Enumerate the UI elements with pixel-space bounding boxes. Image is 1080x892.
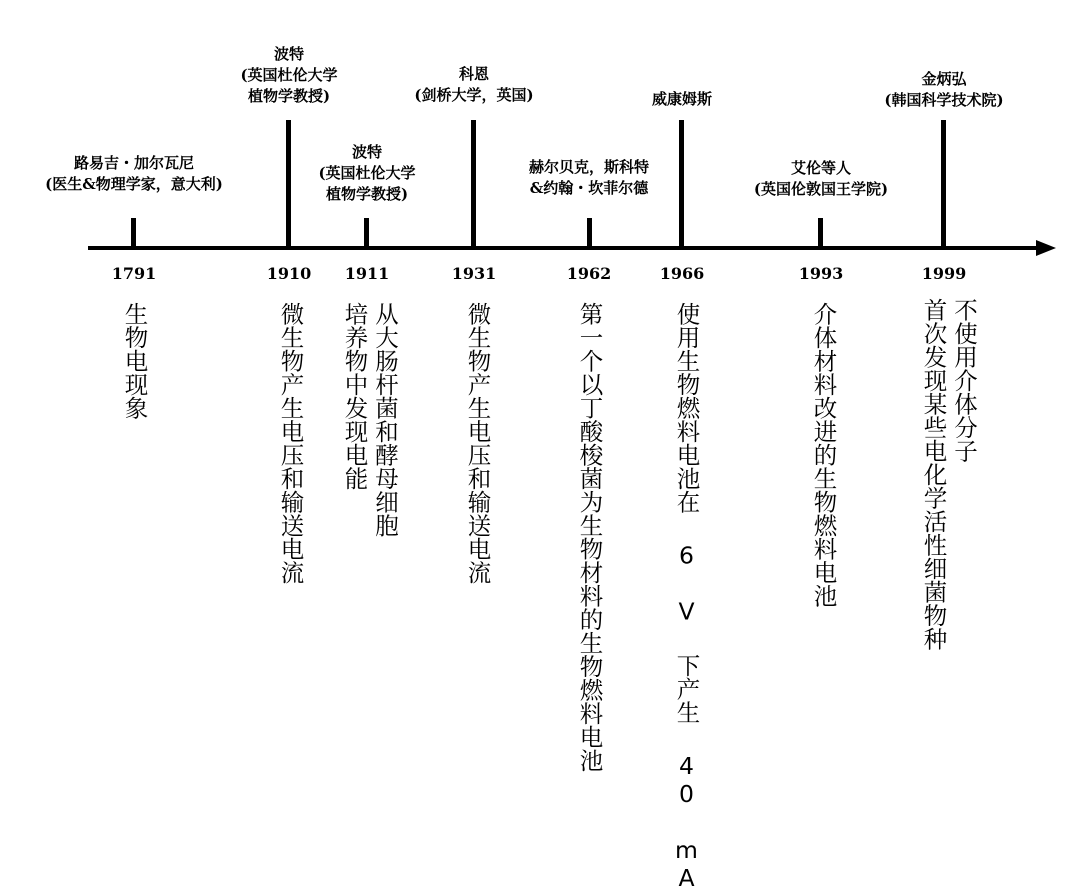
year-label-1791: 1791 (111, 264, 157, 283)
person-label-1993 (754, 158, 888, 200)
event-text-1999 (918, 298, 979, 651)
person-affiliation: (医生&物理学家，意大利) (45, 175, 223, 193)
person-name: 波特 (351, 143, 383, 161)
tick-1910 (286, 120, 291, 248)
event-text-1911 (339, 302, 400, 537)
person-affiliation: (英国杜伦大学 (318, 164, 416, 182)
person-label-1966 (652, 89, 712, 110)
person-name: 波特 (273, 45, 305, 63)
person-affiliation: 植物学教授) (325, 185, 409, 203)
person-label-1791 (45, 153, 223, 195)
person-name: 科恩 (458, 65, 490, 83)
person-label-1910 (240, 44, 337, 107)
year-label-1962: 1962 (566, 264, 612, 283)
event-text-1931: 微生物产生电压和输送电流 (463, 302, 492, 584)
tick-1966 (679, 120, 684, 248)
person-affiliation: (英国杜伦大学 (240, 66, 338, 84)
person-name: 赫尔贝克，斯科特 (528, 158, 650, 176)
event-text-column-2: 培养物中发现电能 (340, 302, 369, 490)
event-text-column-1: 不使用介体分子 (950, 298, 978, 463)
year-label-1966: 1966 (659, 264, 705, 283)
year-label-1993: 1993 (798, 264, 844, 283)
tick-1911 (364, 218, 369, 248)
person-label-1911 (318, 142, 415, 205)
tick-1791 (131, 218, 136, 248)
tick-1931 (471, 120, 476, 248)
person-affiliation: 植物学教授) (247, 87, 331, 105)
event-text-1910: 微生物产生电压和输送电流 (276, 302, 305, 584)
event-text-1966: 使用生物燃料电池在 6 V 下产生 40 mA (672, 302, 701, 892)
year-label-1931: 1931 (451, 264, 497, 283)
person-label-1962 (529, 157, 649, 199)
event-text-part: 物电现象 (120, 325, 149, 420)
year-label-1911: 1911 (344, 264, 390, 283)
person-affiliation: (英国伦敦国王学院) (753, 180, 889, 198)
person-name: 金炳弘 (921, 70, 967, 88)
person-name: 艾伦等人 (790, 159, 852, 177)
person-affiliation: (剑桥大学，英国) (414, 86, 534, 104)
person-name: 威康姆斯 (651, 90, 713, 108)
event-text-part: 生 (120, 302, 149, 326)
event-text-column-1: 从大肠杆菌和酵母细胞 (371, 302, 399, 537)
timeline-arrowhead (1036, 240, 1056, 256)
year-label-1910: 1910 (266, 264, 312, 283)
person-name: &约翰・坎菲尔德 (529, 179, 649, 197)
event-text-1993: 介体材料改进的生物燃料电池 (809, 302, 838, 608)
tick-1962 (587, 218, 592, 248)
year-label-1999: 1999 (921, 264, 967, 283)
event-text-1962: 第一个以丁酸梭菌为生物材料的生物燃料电池 (575, 302, 604, 772)
person-label-1931 (414, 64, 533, 106)
event-text-column-2: 首次发现某些电化学活性细菌物种 (919, 298, 948, 651)
person-name: 路易吉・加尔瓦尼 (73, 154, 194, 172)
tick-1993 (818, 218, 823, 248)
event-text-1791 (119, 302, 150, 420)
person-affiliation: (韩国科学技术院) (884, 91, 1004, 109)
person-label-1999 (884, 69, 1003, 111)
tick-1999 (941, 120, 946, 248)
